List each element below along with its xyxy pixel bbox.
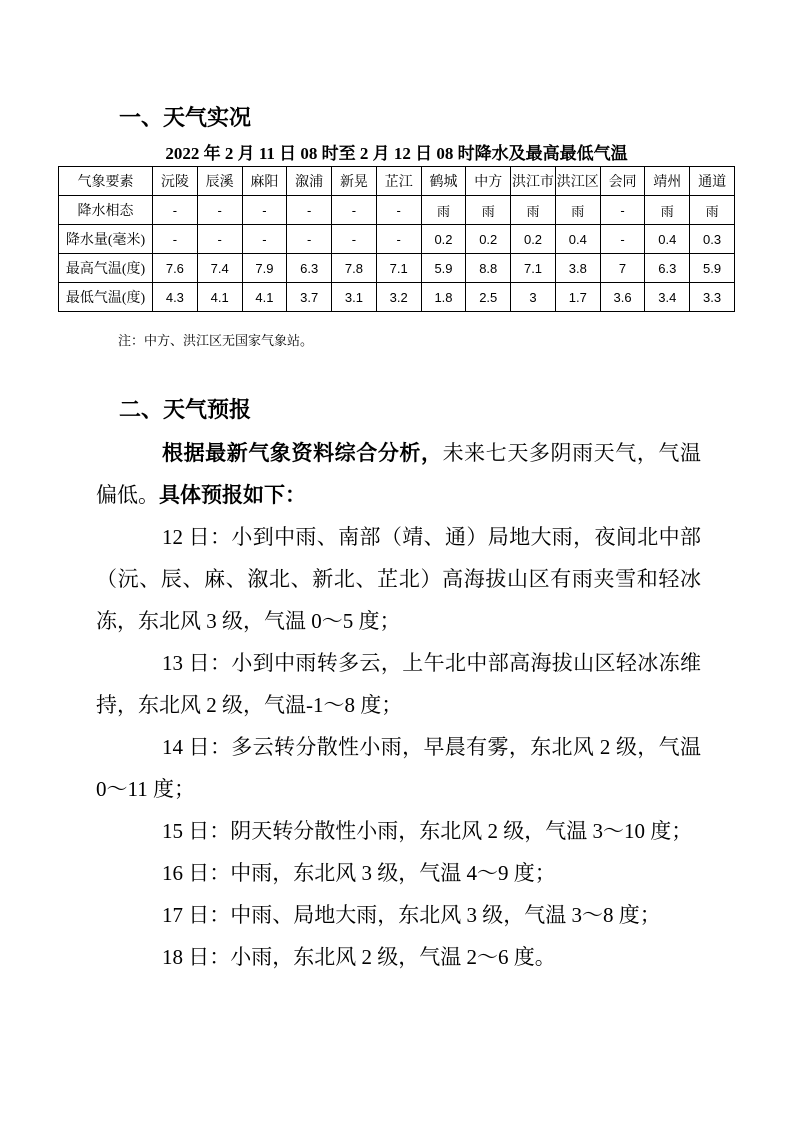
table-station-header: 通道 xyxy=(690,167,735,196)
table-cell: 6.3 xyxy=(645,254,690,283)
table-cell: 0.4 xyxy=(645,225,690,254)
table-cell: - xyxy=(287,225,332,254)
forecast-day-paragraph: 16 日：中雨，东北风 3 级，气温 4～9 度； xyxy=(162,861,556,885)
table-station-header: 中方 xyxy=(466,167,511,196)
table-cell: 7.1 xyxy=(511,254,556,283)
table-cell: - xyxy=(376,225,421,254)
table-cell: 雨 xyxy=(511,196,556,225)
table-cell: 0.2 xyxy=(466,225,511,254)
table-row-label: 降水相态 xyxy=(59,196,153,225)
forecast-day-list xyxy=(0,516,793,978)
intro-bold-text: 根据最新气象资料综合分析， xyxy=(162,441,443,465)
table-cell: 3 xyxy=(511,283,556,312)
table-row-label: 降水量(毫米) xyxy=(59,225,153,254)
table-cell: 雨 xyxy=(555,196,600,225)
table-station-header: 辰溪 xyxy=(197,167,242,196)
table-cell: 2.5 xyxy=(466,283,511,312)
table-cell: - xyxy=(153,225,198,254)
table-cell: 7.8 xyxy=(332,254,377,283)
table-cell: 0.4 xyxy=(555,225,600,254)
table-station-header: 麻阳 xyxy=(242,167,287,196)
table-station-header: 沅陵 xyxy=(153,167,198,196)
intro-regular-text: 未来七天多阴雨天气，气温偏低。 xyxy=(96,441,702,507)
table-row-label: 最高气温(度) xyxy=(59,254,153,283)
table-corner-header: 气象要素 xyxy=(59,167,153,196)
table-cell: - xyxy=(332,225,377,254)
table-station-header: 洪江市 xyxy=(511,167,556,196)
table-cell: 雨 xyxy=(466,196,511,225)
table-cell: 3.2 xyxy=(376,283,421,312)
table-header-row xyxy=(59,167,735,196)
table-cell: 雨 xyxy=(421,196,466,225)
table-row-label: 最低气温(度) xyxy=(59,283,153,312)
table-cell: 0.2 xyxy=(511,225,556,254)
table-cell: - xyxy=(197,196,242,225)
forecast-day-paragraph: 15 日：阴天转分散性小雨，东北风 2 级，气温 3～10 度； xyxy=(162,819,693,843)
table-cell: - xyxy=(376,196,421,225)
table-cell: 5.9 xyxy=(421,254,466,283)
weather-table xyxy=(58,166,735,312)
table-cell: 3.1 xyxy=(332,283,377,312)
table-cell: 7.9 xyxy=(242,254,287,283)
forecast-day-paragraph: 13 日：小到中雨转多云，上午北中部高海拔山区轻冰冻维持，东北风 2 级，气温-1～8 度； xyxy=(96,651,701,717)
table-cell: - xyxy=(600,196,645,225)
table-station-header: 鹤城 xyxy=(421,167,466,196)
table-row xyxy=(59,254,735,283)
table-station-header: 洪江区 xyxy=(555,167,600,196)
table-cell: 4.3 xyxy=(153,283,198,312)
table-cell: 7.1 xyxy=(376,254,421,283)
table-cell: 3.4 xyxy=(645,283,690,312)
table-cell: 7 xyxy=(600,254,645,283)
forecast-day-paragraph: 14 日：多云转分散性小雨，早晨有雾，东北风 2 级，气温 0～11 度； xyxy=(96,735,701,801)
table-cell: 4.1 xyxy=(242,283,287,312)
table-cell: 1.8 xyxy=(421,283,466,312)
table-cell: 8.8 xyxy=(466,254,511,283)
table-title: 2022 年 2 月 11 日 08 时至 2 月 12 日 08 时降水及最高最低气温 xyxy=(165,144,628,163)
forecast-day-paragraph: 18 日：小雨，东北风 2 级，气温 2～6 度。 xyxy=(162,945,556,969)
table-cell: 3.8 xyxy=(555,254,600,283)
section-1-heading: 一、天气实况 xyxy=(119,105,252,130)
table-cell: 0.3 xyxy=(690,225,735,254)
table-cell: 3.6 xyxy=(600,283,645,312)
table-cell: 雨 xyxy=(645,196,690,225)
forecast-intro-paragraph xyxy=(96,432,701,516)
table-row xyxy=(59,225,735,254)
table-cell: 7.4 xyxy=(197,254,242,283)
forecast-day-paragraph: 17 日：中雨、局地大雨，东北风 3 级，气温 3～8 度； xyxy=(162,903,661,927)
table-cell: - xyxy=(242,196,287,225)
table-cell: - xyxy=(287,196,332,225)
table-station-header: 芷江 xyxy=(376,167,421,196)
table-cell: 5.9 xyxy=(690,254,735,283)
table-cell: 3.3 xyxy=(690,283,735,312)
table-cell: 0.2 xyxy=(421,225,466,254)
table-station-header: 靖州 xyxy=(645,167,690,196)
table-cell: 4.1 xyxy=(197,283,242,312)
table-cell: - xyxy=(197,225,242,254)
table-note: 注：中方、洪江区无国家气象站。 xyxy=(118,333,314,348)
table-cell: - xyxy=(153,196,198,225)
forecast-day-paragraph: 12 日：小到中雨、南部（靖、通）局地大雨，夜间北中部（沅、辰、麻、溆北、新北、芷北）高海拔山区有雨夹雪和轻冰冻，东北风 3 级，气温 0～5 度； xyxy=(96,525,701,633)
table-row xyxy=(59,283,735,312)
table-station-header: 溆浦 xyxy=(287,167,332,196)
intro-bold-text: 具体预报如下： xyxy=(159,483,306,507)
table-cell: 6.3 xyxy=(287,254,332,283)
table-station-header: 新晃 xyxy=(332,167,377,196)
table-cell: 1.7 xyxy=(555,283,600,312)
table-cell: 7.6 xyxy=(153,254,198,283)
table-cell: - xyxy=(332,196,377,225)
table-cell: - xyxy=(242,225,287,254)
table-row xyxy=(59,196,735,225)
table-cell: 3.7 xyxy=(287,283,332,312)
table-cell: - xyxy=(600,225,645,254)
table-cell: 雨 xyxy=(690,196,735,225)
section-2-heading: 二、天气预报 xyxy=(119,397,252,422)
table-station-header: 会同 xyxy=(600,167,645,196)
